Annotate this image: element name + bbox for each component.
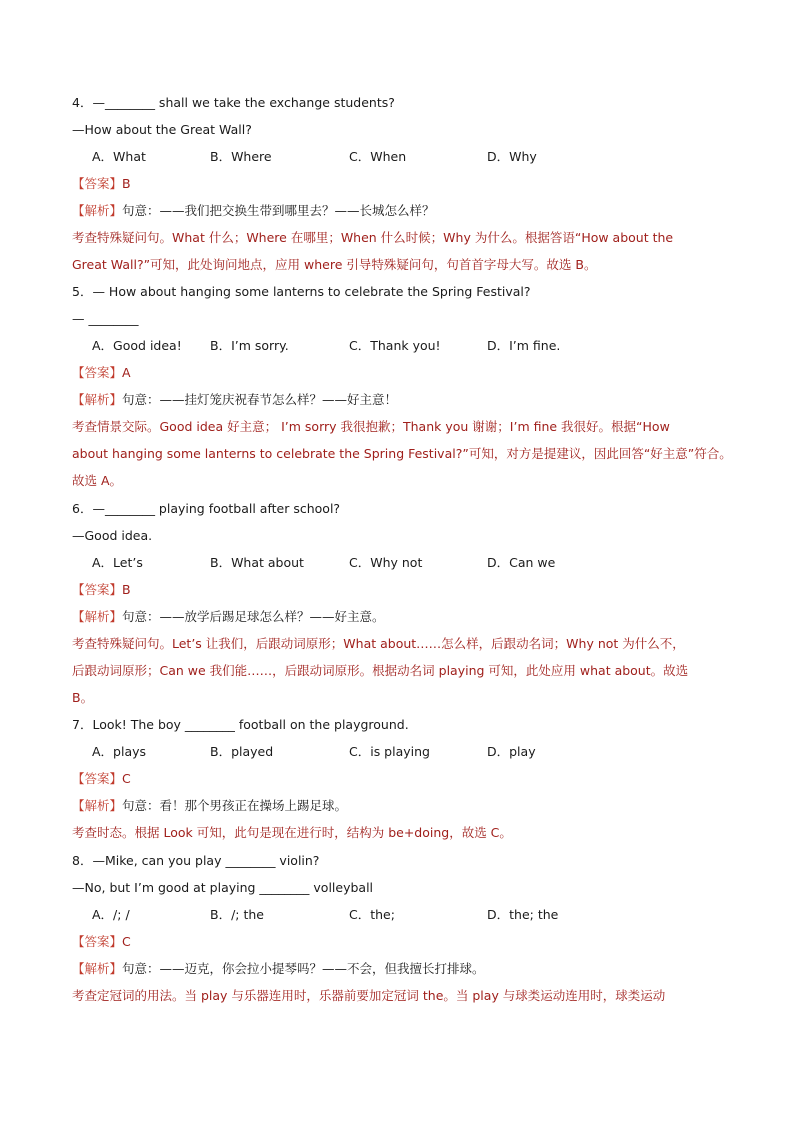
q5-analysis-2: 考查情景交际。Good idea 好主意； I’m sorry 我很抱歉；Thank you 谢谢；I’m fine 我很好。根据“How	[72, 419, 670, 434]
analysis-tag: 【解析】	[72, 392, 123, 407]
analysis-tag: 【解析】	[72, 203, 123, 218]
q8-option-b: B．/; the	[210, 907, 264, 922]
q4-answer	[72, 175, 131, 193]
answer-tag: 【答案】	[72, 934, 123, 949]
q8-option-c: C．the;	[349, 907, 395, 922]
q6-option-d: D．Can we	[487, 555, 556, 570]
q6-reply: —Good idea.	[72, 528, 153, 543]
q5-option-c: C．Thank you!	[349, 338, 441, 353]
q5-analysis-4: 故选 A。	[72, 473, 123, 488]
analysis-tag: 【解析】	[72, 961, 123, 976]
q8-reply: —No, but I’m good at playing ________ volleyball	[72, 880, 374, 895]
q7-analysis-1	[72, 797, 347, 815]
q4-reply: —How about the Great Wall?	[72, 122, 252, 137]
q7-stem: 7．Look! The boy ________ football on the playground.	[72, 717, 409, 732]
q6-option-c: C．Why not	[349, 555, 423, 570]
q7-option-a: A．plays	[92, 744, 147, 759]
q4-analysis-3: Great Wall?”可知，此处询问地点，应用 where 引导特殊疑问句，句首首字母大写。故选 B。	[72, 257, 597, 272]
q8-stem: 8．—Mike, can you play ________ violin?	[72, 853, 320, 868]
q6-analysis-4: B。	[72, 690, 94, 705]
q8-option-d: D．the; the	[487, 907, 559, 922]
q8-option-a: A．/; /	[92, 907, 130, 922]
q5-analysis-1	[72, 391, 397, 409]
q6-analysis-2: 考查特殊疑问句。Let’s 让我们，后跟动词原形；What about……怎么样，后跟动名词；Why not 为什么不，	[72, 636, 685, 651]
q4-option-c: C．When	[349, 149, 407, 164]
q8-answer	[72, 933, 131, 951]
analysis-text: 句意：——放学后踢足球怎么样？——好主意。	[122, 609, 385, 624]
answer-letter: C	[122, 771, 131, 786]
q5-option-b: B．I’m sorry.	[210, 338, 289, 353]
q8-analysis-2: 考查定冠词的用法。当 play 与乐器连用时，乐器前要加定冠词 the。当 play 与球类运动连用时，球类运动	[72, 988, 666, 1003]
q7-answer	[72, 770, 131, 788]
q7-analysis-2: 考查时态。根据 Look 可知，此句是现在进行时，结构为 be+doing，故选 C。	[72, 825, 512, 840]
q6-analysis-3: 后跟动词原形；Can we 我们能……，后跟动词原形。根据动名词 playing 可知，此处应用 what about。故选	[72, 663, 689, 678]
q5-option-a: A．Good idea!	[92, 338, 182, 353]
q4-stem: 4．—________ shall we take the exchange students?	[72, 95, 395, 110]
analysis-text: 句意：——我们把交换生带到哪里去？——长城怎么样？	[122, 203, 435, 218]
answer-tag: 【答案】	[72, 365, 123, 380]
analysis-text: 句意：看！那个男孩正在操场上踢足球。	[122, 798, 348, 813]
q4-analysis-1	[72, 202, 435, 220]
answer-letter: B	[122, 582, 131, 597]
answer-letter: A	[122, 365, 131, 380]
q6-answer	[72, 581, 131, 599]
q8-analysis-1	[72, 960, 485, 978]
analysis-tag: 【解析】	[72, 798, 123, 813]
q7-option-d: D．play	[487, 744, 536, 759]
q7-option-c: C．is playing	[349, 744, 430, 759]
analysis-text: 句意：——迈克，你会拉小提琴吗？——不会，但我擅长打排球。	[122, 961, 485, 976]
q4-option-d: D．Why	[487, 149, 537, 164]
answer-letter: B	[122, 176, 131, 191]
q4-option-b: B．Where	[210, 149, 272, 164]
q4-option-a: A．What	[92, 149, 146, 164]
q5-analysis-3: about hanging some lanterns to celebrate the Spring Festival?”可知，对方是提建议，因此回答“好主意”符合。	[72, 446, 732, 461]
q5-answer	[72, 364, 131, 382]
answer-letter: C	[122, 934, 131, 949]
q6-stem: 6．—________ playing football after school?	[72, 501, 341, 516]
q6-option-a: A．Let’s	[92, 555, 143, 570]
answer-tag: 【答案】	[72, 771, 123, 786]
answer-tag: 【答案】	[72, 176, 123, 191]
analysis-text: 句意：——挂灯笼庆祝春节怎么样？——好主意！	[122, 392, 398, 407]
answer-tag: 【答案】	[72, 582, 123, 597]
analysis-tag: 【解析】	[72, 609, 123, 624]
q4-analysis-2: 考查特殊疑问句。What 什么；Where 在哪里；When 什么时候；Why 为什么。根据答语“How about the	[72, 230, 674, 245]
q6-analysis-1	[72, 608, 385, 626]
q7-option-b: B．played	[210, 744, 274, 759]
q5-option-d: D．I’m fine.	[487, 338, 561, 353]
q6-option-b: B．What about	[210, 555, 304, 570]
q5-reply: — ________	[72, 311, 139, 326]
q5-stem: 5．— How about hanging some lanterns to celebrate the Spring Festival?	[72, 284, 531, 299]
